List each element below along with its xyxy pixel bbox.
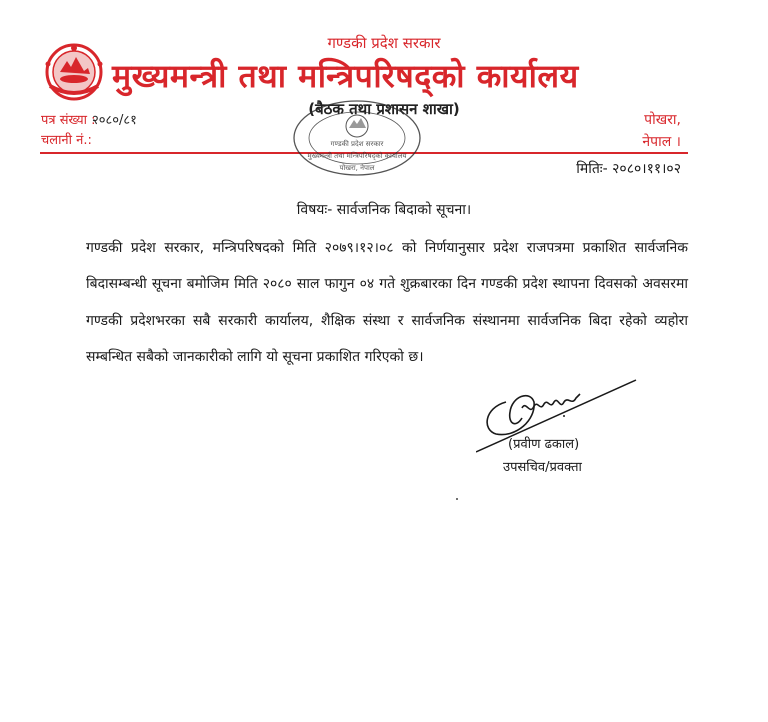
office-stamp bbox=[290, 96, 424, 180]
office-name: मुख्यमन्त्री तथा मन्त्रिपरिषद्को कार्यालय bbox=[112, 57, 579, 95]
paper-speck bbox=[456, 498, 458, 500]
reference-number-label: पत्र संख्या : bbox=[41, 113, 96, 128]
reference-number-value: २०८०/८१ bbox=[92, 113, 137, 128]
stamp-bottom-text: पोखरा, नेपाल bbox=[339, 164, 375, 172]
office-country: नेपाल । bbox=[642, 134, 681, 150]
letter-body: गण्डकी प्रदेश सरकार, मन्त्रिपरिषदको मिति २०७९।१२।०८ को निर्णयानुसार प्रदेश राजपत्रमा प्रकाशित सार्वजनिक बिदासम्बन्धी सूचना बमोजिम मिति २०८० साल फागुन ०४ गते शुक्रबारका दिन गण्डकी प्रदेश स्थापना दिवसको अवसरमा गण्डकी प्रदेशभरका सबै सरकारी कार्यालय, शैक्षिक संस्था र सार्वजनिक संस्थानमा सार्वजनिक बिदा रहेको व्यहोरा सम्बन्धित सबैको जानकारीको लागि यो सूचना प्रकाशित गरिएको छ। bbox=[86, 240, 688, 366]
stamp-top-text: गण्डकी प्रदेश सरकार bbox=[330, 140, 384, 148]
letter-subject: विषयः- सार्वजनिक बिदाको सूचना। bbox=[296, 202, 472, 218]
signatory-name: (प्रवीण ढकाल) bbox=[508, 437, 580, 452]
letter-date: मितिः- २०८०।११।०२ bbox=[576, 161, 681, 177]
signatory-title: उपसचिव/प्रवक्ता bbox=[503, 460, 582, 475]
office-city: पोखरा, bbox=[644, 112, 681, 128]
dispatch-number-label: चलानी नं.: bbox=[41, 133, 92, 148]
stamp-ring-text: मुख्यमन्त्री तथा मन्त्रिपरिषद्को कार्यालय bbox=[307, 152, 407, 160]
branch-name: (बैठक तथा प्रशासन शाखा) bbox=[308, 100, 460, 118]
government-name: गण्डकी प्रदेश सरकार bbox=[327, 34, 441, 52]
